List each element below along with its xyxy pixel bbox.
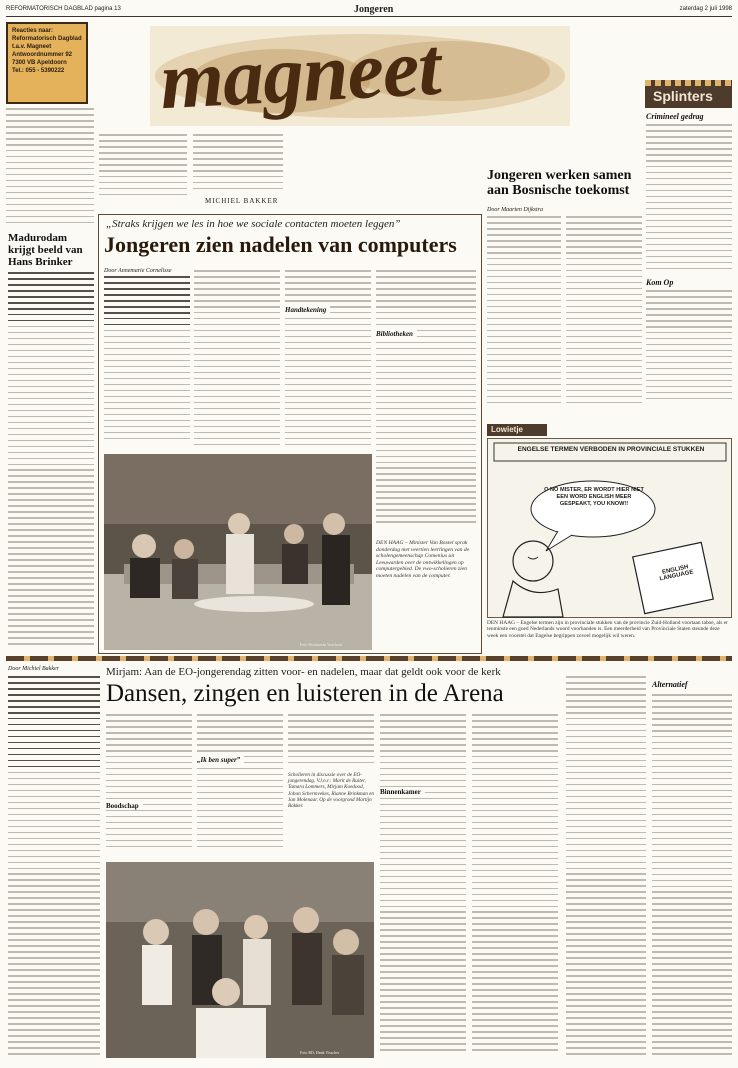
contact-line: Reformatorisch Dagblad [12,36,82,42]
masthead-area [150,20,570,127]
arena-lead-col [8,676,100,1060]
bosnia-col-2 [566,216,642,412]
computer-photo-scene [104,454,372,650]
bosnia-byline: Door Maarten Dijkstra [487,207,543,213]
cartoon-book-label: ENGLISH LANGUAGE [659,564,695,583]
computer-kicker: „Straks krijgen we les in hoe we sociale contacten moeten leggen” [106,218,401,230]
intro-col-1 [6,108,94,228]
computer-subhead-2: Bibliotheken [376,330,417,338]
page-header [6,6,732,16]
lowietje-label-bg [487,424,547,436]
arena-col-2 [197,714,283,856]
splinters-decoration [645,80,732,86]
masthead-logo: magneet [157,20,443,127]
cartoon-banner: ENGELSE TERMEN VERBODEN IN PROVINCIALE STUKKEN [517,446,705,453]
computer-headline: Jongeren zien nadelen van computers [104,232,457,257]
header-rule [6,16,732,17]
sidebar-column [646,112,732,404]
intro-col-2 [99,134,187,200]
computer-photo-credit: Foto Persbureau Voorhout [300,642,342,647]
arena-byline: Door Michiel Bakker [8,666,59,672]
arena-col-3 [288,714,374,770]
header-paper-name: REFORMATORISCH DAGBLAD pagina 13 [6,6,121,12]
madurodam-headline: Madurodam krijgt beeld van Hans Brinker [8,232,83,268]
madurodam-text [8,272,94,652]
computer-col-1 [104,276,190,448]
cartoon-frame [487,438,732,618]
computer-col-2 [194,270,280,450]
cartoon-drawing [488,439,733,619]
arena-col-7 [652,694,732,1060]
contact-line: 7300 VB Apeldoorn [12,60,67,66]
header-date: zaterdag 2 juli 1998 [679,6,732,12]
lowietje-label: Lowietje [491,425,524,434]
sidebar-title-2: Kom Op [646,278,674,287]
bosnia-headline: Jongeren werken samen aan Bosnische toekomst [487,168,632,198]
intro-byline: MICHIEL BAKKER [205,197,279,205]
arena-photo-credit: Foto RD, Henk Visscher [300,1050,340,1055]
sidebar-title-1: Crimineel gedrag [646,112,704,121]
computer-byline: Door Annemarie Cornelisse [104,268,172,274]
arena-subhead-3: Binnenkamer [380,788,425,796]
contact-line: Tel.: 055 - 5390222 [12,68,65,74]
cartoon-speech: O NO MISTER, ER WORDT HIER NIET EEN WORD ENGLISH MEER GESPEAKT, YOU KNOW!! [544,487,644,507]
bosnia-col-1 [487,216,561,412]
contact-line: Reacties naar: [12,28,54,34]
arena-col-6 [566,676,646,1060]
arena-photo-caption: Scholieren in discussie over de EO-jongerendag. V.l.n.r.: Marit de Ruiter, Tamara Lommers, Mirjam Koedood, Johan Schermvekes, Rianne Brinkman en Jan Molenaar. Op de voorgrond Martijn Bakker. [288,772,374,810]
header-section: Jongeren [354,4,394,15]
contact-box [6,22,88,104]
computer-col-3 [285,270,371,450]
arena-headline: Dansen, zingen en luisteren in de Arena [106,680,504,707]
sidebar-text-1 [646,124,732,274]
intro-col-3 [193,134,283,194]
sidebar-text-2 [646,290,732,404]
arena-photo-scene [106,862,374,1058]
splinters-header [645,80,732,108]
arena-photo [106,862,374,1058]
arena-col-4 [380,714,466,1060]
arena-kicker: Mirjam: Aan de EO-jongerendag zitten voor- en nadelen, maar dat geldt ook voor de kerk [106,666,501,678]
cartoon-caption: DEN HAAG – Engelse termen zijn in provinciale stukken van de provincie Zuid-Holland voortaan taboe, als er tenminste een goed Nederlands woord voorhanden is. Een meerderheid van Provinciale Staten steunde deze week een voorstel dat Engelse begrippen zoveel mogelijk wil weren. [487,620,728,639]
contact-line: t.a.v. Magneet [12,44,52,50]
arena-subhead-2: Boodschap [106,802,143,810]
splinters-title: Splinters [653,88,713,104]
contact-line: Antwoordnummer 92 [12,52,73,58]
arena-col-5 [472,714,558,1060]
arena-subhead-4: Alternatief [652,680,688,689]
arena-col-1 [106,714,192,856]
computer-caption: DEN HAAG – Minister Van Boxtel sprak donderdag met veertien leerlingen van de scholengemeenschap Comenius uit Leeuwarden over de ontwikkelingen op computergebied. De vwo-scholieren zien moeten nadelen van de computer. [376,540,476,650]
arena-subhead-1: „Ik ben super” [197,756,244,764]
computer-subhead-1: Handtekening [285,306,330,314]
section-divider [6,656,732,661]
computer-photo [104,454,372,650]
